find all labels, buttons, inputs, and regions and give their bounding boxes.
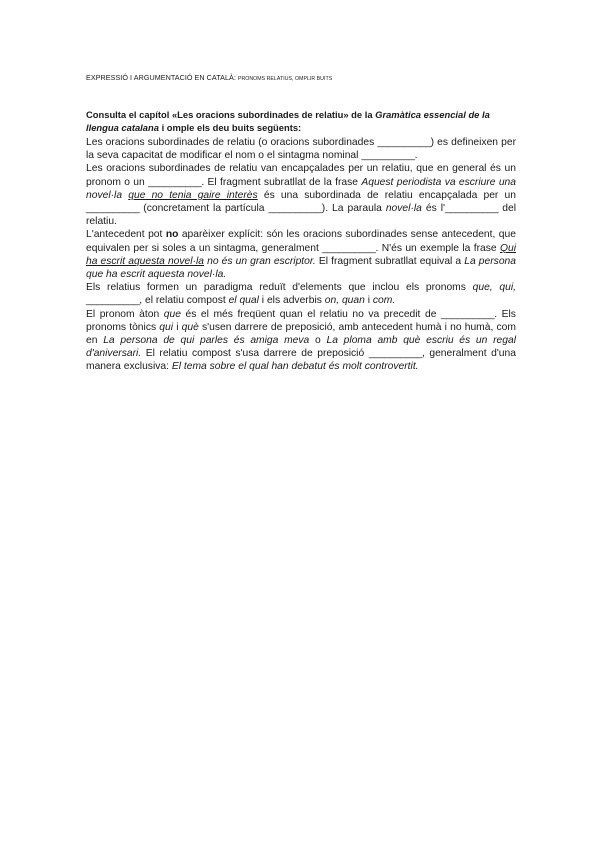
example-word: novel·la: [385, 203, 422, 215]
instructions-text-end: i omple els deu buits següents:: [161, 122, 302, 133]
exercise-body: [86, 136, 516, 374]
paragraph-1: Les oracions subordinades de relatiu (o oracions subordinades __________) es defineixen per la seva capacitat de modificar el nom o el sintagma nominal __________.: [86, 137, 516, 162]
underlined-fragment: Qui ha escrit aquesta novel·la: [86, 242, 516, 267]
blank-8[interactable]: __________: [86, 295, 140, 307]
blank-7[interactable]: __________: [322, 242, 376, 254]
blank-3[interactable]: __________: [148, 176, 202, 188]
blank-9[interactable]: __________: [440, 308, 495, 320]
paragraph-3: L'antecedent pot no aparèixer explícit: són les oracions subordinades sense antecedent, que equivalen per si soles a un sintagma, generalment __________. N'és un exemple la frase Qui ha escrit aquesta novel·la no és un gran escriptor. El fragment subratllat equival a La persona que ha escrit aquesta novel·la.: [86, 229, 516, 281]
blank-5[interactable]: __________: [268, 203, 322, 215]
example-sentence: La persona que ha escrit aquesta novel·la.: [86, 255, 516, 281]
header-subtitle: PRONOMS RELATIUS, OMPLIR BUITS: [237, 76, 333, 82]
example-word: on, quan: [324, 295, 365, 307]
blank-1[interactable]: __________: [377, 137, 431, 148]
book-title: Gramàtica essencial de la llengua catalana: [86, 109, 490, 133]
header-title: EXPRESSIÓ I ARGUMENTACIÓ EN CATALÀ:: [86, 73, 236, 82]
example-sentence: El tema sobre el qual han debatut és molt controvertit.: [171, 361, 419, 373]
blank-6[interactable]: __________: [444, 203, 499, 215]
instructions: [86, 108, 516, 134]
example-word: el qual: [228, 295, 259, 307]
example-sentence: La persona de qui parles és amiga meva: [103, 335, 310, 347]
blank-2[interactable]: __________: [361, 150, 415, 162]
blank-10[interactable]: __________: [368, 348, 422, 360]
example-sentence: La ploma amb què escriu és un regal d'aniversari.: [86, 335, 516, 360]
underlined-fragment: que no tenia gaire interès: [128, 189, 258, 201]
example-word: com.: [372, 295, 396, 307]
instructions-text: Consulta el capítol «Les oracions subordinades de relatiu» de la: [86, 109, 373, 120]
example-word: que, qui,: [472, 282, 516, 294]
example-sentence: Aquest periodista va escriure una novel·la: [86, 176, 516, 201]
example-sentence: no és un gran escriptor.: [207, 255, 316, 267]
paragraph-5: El pronom àton que és el més freqüent quan el relatiu no va precedit de __________. Els pronoms tònics qui i què s'usen darrere de preposició, amb antecedent humà i no humà, com en La persona de qui parles és amiga meva o La ploma amb què escriu és un regal d'aniversari. El relatiu compost s'usa darrere de preposició __________, generalment d'una manera exclusiva: El tema sobre el qual han debatut és molt controvertit.: [86, 308, 516, 373]
paragraph-2: Les oracions subordinades de relatiu van encapçalades per un relatiu, que en general és un pronom o un __________. El fragment subratllat de la frase Aquest periodista va escriure una novel·la que no tenia gaire interès és una subordinada de relatiu encapçalada per un __________ (concretament la partícula __________). La paraula novel·la és l'__________ del relatiu.: [86, 163, 516, 228]
example-word: qui: [159, 321, 174, 333]
example-word: que: [163, 308, 181, 320]
paragraph-4: Els relatius formen un paradigma reduït d'elements que inclou els pronoms que, qui, __________, el relatiu compost el qual i els adverbis on, quan i com.: [86, 282, 516, 307]
document-header: [86, 73, 526, 82]
emphasis-no: no: [165, 229, 179, 241]
example-word: què: [181, 321, 199, 333]
blank-4[interactable]: __________: [86, 203, 140, 215]
